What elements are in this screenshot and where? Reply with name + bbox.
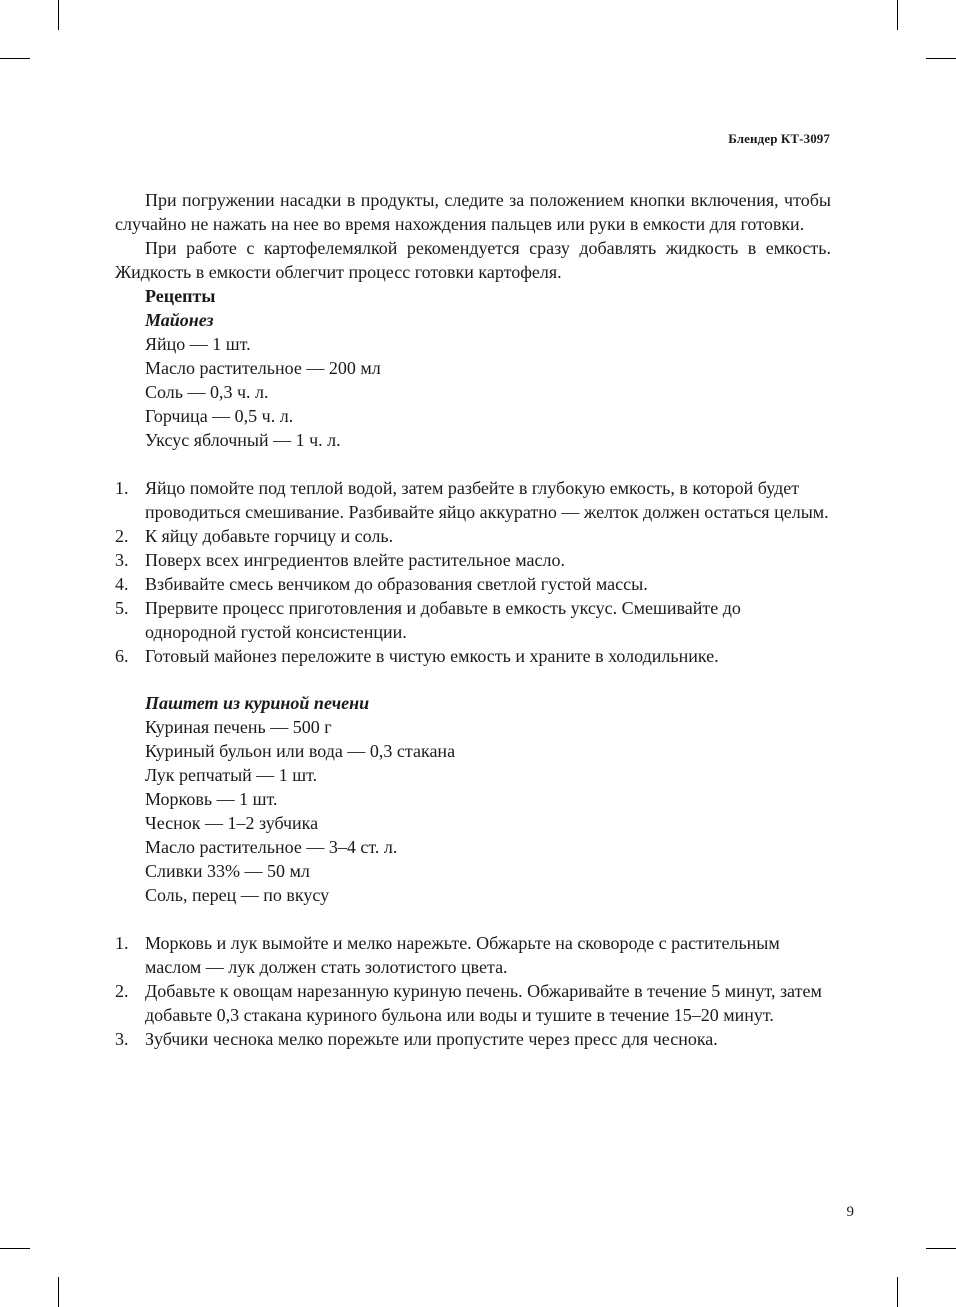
crop-mark-left-bottom [0,1248,30,1249]
crop-mark-left-top [0,58,30,59]
steps-list-pate [115,931,831,1051]
step-number: 3. [115,550,129,570]
ingredient-item: Морковь — 1 шт. [145,789,278,809]
step-number: 3. [115,1029,129,1049]
crop-mark-top-right [897,0,898,30]
recipes-heading: Рецепты [145,286,216,306]
step-text: Зубчики чеснока мелко порежьте или пропустите через пресс для чеснока. [145,1029,718,1049]
step-text: Взбивайте смесь венчиком до образования светлой густой массы. [145,574,648,594]
ingredient-item: Куриная печень — 500 г [145,717,332,737]
step-number: 2. [115,526,129,546]
crop-mark-top-left [58,0,59,30]
ingredient-item: Масло растительное — 3–4 ст. л. [145,837,398,857]
step-text: Прервите процесс приготовления и добавьте в емкость уксус. Смешивайте до однородной густой консистенции. [145,598,741,642]
step-item [115,644,831,668]
ingredient-item: Уксус яблочный — 1 ч. л. [145,430,341,450]
ingredient-item: Соль, перец — по вкусу [145,885,330,905]
step-text: Поверх всех ингредиентов влейте растительное масло. [145,550,565,570]
step-number: 2. [115,981,129,1001]
step-item [115,524,831,548]
crop-mark-bottom-left [58,1277,59,1307]
ingredient-item: Масло растительное — 200 мл [145,358,381,378]
recipe-title-mayonnaise: Майонез [145,310,214,330]
step-item [115,1027,831,1051]
step-item [115,596,831,644]
step-item [115,548,831,572]
step-text: К яйцу добавьте горчицу и соль. [145,526,394,546]
step-number: 6. [115,646,129,666]
step-item [115,931,831,979]
ingredient-item: Соль — 0,3 ч. л. [145,382,269,402]
ingredient-item: Сливки 33% — 50 мл [145,861,310,881]
ingredient-item: Яйцо — 1 шт. [145,334,251,354]
step-number: 1. [115,478,129,498]
recipe-title-pate: Паштет из куриной печени [145,693,370,713]
step-number: 4. [115,574,129,594]
step-item [115,979,831,1027]
crop-mark-right-top [926,58,956,59]
step-text: Готовый майонез переложите в чистую емкость и храните в холодильнике. [145,646,719,666]
ingredient-item: Чеснок — 1–2 зубчика [145,813,319,833]
ingredient-item: Горчица — 0,5 ч. л. [145,406,294,426]
crop-mark-right-bottom [926,1248,956,1249]
step-text: Добавьте к овощам нарезанную куриную печень. Обжаривайте в течение 5 минут, затем добавьте 0,3 стакана куриного бульона или воды и тушите в течение 15–20 минут. [145,981,822,1025]
step-number: 1. [115,933,129,953]
page-number: 9 [846,1204,854,1220]
page-content [115,188,831,1051]
step-number: 5. [115,598,129,618]
ingredient-list-mayonnaise [115,332,831,452]
step-text: Морковь и лук вымойте и мелко нарежьте. Обжарьте на сковороде с растительным маслом — лук должен стать золотистого цвета. [145,933,780,977]
ingredient-item: Куриный бульон или вода — 0,3 стакана [145,741,456,761]
step-item [115,476,831,524]
intro-paragraph: При погружении насадки в продукты, следите за положением кнопки включения, чтобы случайно не нажать на нее во время нахождения пальцев или руки в емкости для готовки. [115,190,831,234]
ingredient-item: Лук репчатый — 1 шт. [145,765,318,785]
running-header: Блендер КТ-3097 [728,131,830,146]
ingredient-list-pate [115,715,831,907]
intro-paragraph: При работе с картофелемялкой рекомендуется сразу добавлять жидкость в емкость. Жидкость в емкости облегчит процесс готовки картофеля. [115,238,831,282]
step-item [115,572,831,596]
step-text: Яйцо помойте под теплой водой, затем разбейте в глубокую емкость, в которой будет проводиться смешивание. Разбивайте яйцо аккуратно — желток должен остаться целым. [145,478,829,522]
crop-mark-bottom-right [897,1277,898,1307]
steps-list-mayonnaise [115,476,831,668]
